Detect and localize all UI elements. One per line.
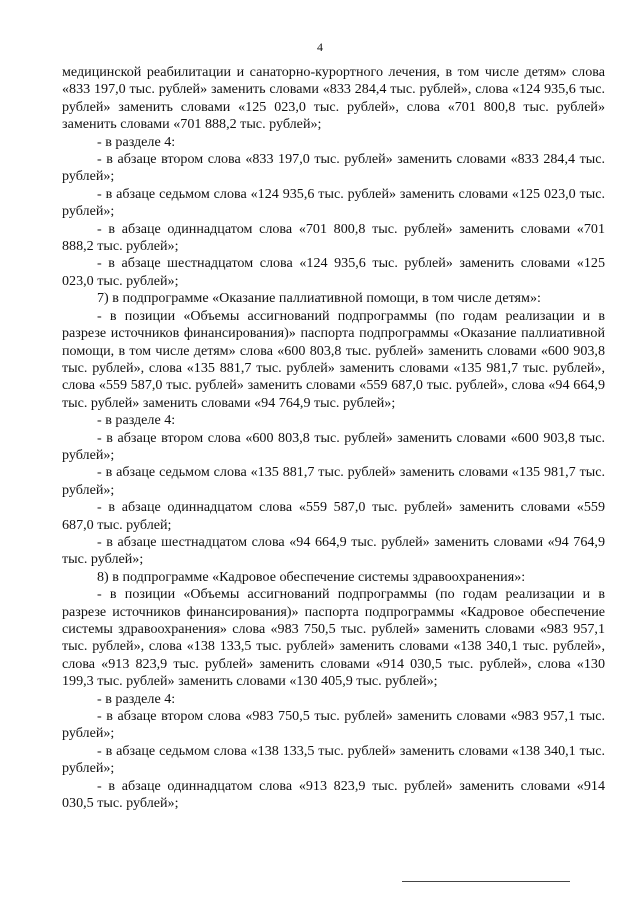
paragraph: - в абзаце втором слова «833 197,0 тыс. рублей» заменить словами «833 284,4 тыс. рублей»; [62, 151, 605, 185]
paragraph: - в разделе 4: [97, 412, 176, 429]
document-body [62, 64, 605, 812]
paragraph: - в позиции «Объемы ассигнований подпрограммы (по годам реализации и в разрезе источников финансирования)» паспорта подпрограммы «Кадровое обеспечение системы здравоохранения» слова «983 750,5 тыс. рублей» заменить словами «983 957,1 тыс. рублей», слова «138 133,5 тыс. рублей» заменить словами «138 340,1 тыс. рублей», слова «913 823,9 тыс. рублей» заменить словами «914 030,5 тыс. рублей», слова «130 199,3 тыс. рублей» заменить словами «130 405,9 тыс. рублей»; [62, 586, 605, 690]
paragraph: - в абзаце втором слова «600 803,8 тыс. рублей» заменить словами «600 903,8 тыс. рублей»; [62, 429, 605, 463]
page-number: 4 [317, 40, 323, 54]
paragraph: - в абзаце седьмом слова «135 881,7 тыс. рублей» заменить словами «135 981,7 тыс. рублей»; [62, 464, 605, 498]
footer-divider [402, 881, 570, 882]
paragraph: - в абзаце шестнадцатом слова «124 935,6 тыс. рублей» заменить словами «125 023,0 тыс. рублей»; [62, 255, 605, 289]
paragraph: медицинской реабилитации и санаторно-курортного лечения, в том числе детям» слова «833 197,0 тыс. рублей» заменить словами «833 284,4 тыс. рублей», слова «124 935,6 тыс. рублей» заменить словами «125 023,0 тыс. рублей», слова «701 800,8 тыс. рублей» заменить словами «701 888,2 тыс. рублей»; [62, 64, 605, 133]
paragraph: - в абзаце одиннадцатом слова «559 587,0 тыс. рублей» заменить словами «559 687,0 тыс. рублей; [62, 499, 605, 533]
paragraph: - в абзаце одиннадцатом слова «701 800,8 тыс. рублей» заменить словами «701 888,2 тыс. рублей»; [62, 220, 605, 255]
paragraph: - в разделе 4: [97, 133, 176, 150]
paragraph: - в абзаце седьмом слова «138 133,5 тыс. рублей» заменить словами «138 340,1 тыс. рублей»; [62, 742, 605, 777]
paragraph: - в абзаце седьмом слова «124 935,6 тыс. рублей» заменить словами «125 023,0 тыс. рублей»; [62, 185, 605, 220]
paragraph: 7) в подпрограмме «Оказание паллиативной помощи, в том числе детям»: [97, 290, 541, 307]
paragraph: - в позиции «Объемы ассигнований подпрограммы (по годам реализации и в разрезе источников финансирования)» паспорта подпрограммы «Оказание паллиативной помощи, в том числе детям» слова «600 803,8 тыс. рублей» заменить словами «600 903,8 тыс. рублей», слова «135 881,7 тыс. рублей» заменить словами «135 981,7 тыс. рублей», слова «559 587,0 тыс. рублей» заменить словами «559 687,0 тыс. рублей», слова «94 664,9 тыс. рублей» заменить словами «94 764,9 тыс. рублей»; [62, 307, 605, 411]
paragraph: - в разделе 4: [97, 690, 176, 707]
paragraph: - в абзаце втором слова «983 750,5 тыс. рублей» заменить словами «983 957,1 тыс. рублей»; [62, 708, 605, 742]
paragraph: - в абзаце шестнадцатом слова «94 664,9 тыс. рублей» заменить словами «94 764,9 тыс. рублей»; [62, 533, 605, 568]
paragraph: 8) в подпрограмме «Кадровое обеспечение системы здравоохранения»: [97, 568, 526, 585]
paragraph: - в абзаце одиннадцатом слова «913 823,9 тыс. рублей» заменить словами «914 030,5 тыс. рублей»; [62, 777, 605, 812]
